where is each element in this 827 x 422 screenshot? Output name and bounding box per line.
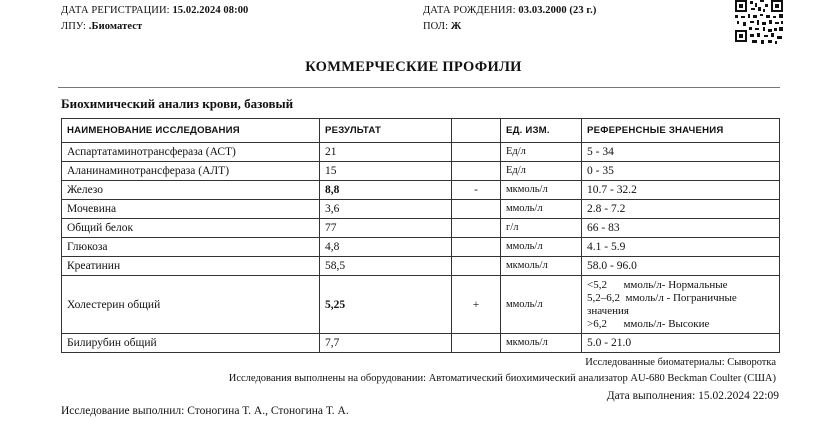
cell-result xyxy=(320,143,452,162)
table-row xyxy=(62,219,780,238)
cell-flag xyxy=(452,162,501,181)
cell-result xyxy=(320,257,452,276)
birth-date-label: ДАТА РОЖДЕНИЯ: xyxy=(423,5,516,16)
cell-unit: мкмоль/л xyxy=(501,181,582,200)
reference-line: 66 - 83 xyxy=(587,222,620,234)
table-row xyxy=(62,162,780,181)
col-header-name: НАИМЕНОВАНИЕ ИССЛЕДОВАНИЯ xyxy=(62,119,320,143)
biomaterials: Исследованные биоматериалы: Сыворотка xyxy=(585,357,776,368)
reference-line: 5,2–6,2 ммоль/л - Пограничные xyxy=(587,291,737,304)
cell-test-name: Мочевина xyxy=(62,200,320,219)
cell-flag xyxy=(452,200,501,219)
performed-by: Исследование выполнил: Стоногина Т. А., Стоногина Т. А. xyxy=(61,405,349,417)
result-value: 4,8 xyxy=(325,241,340,253)
cell-unit: мкмоль/л xyxy=(501,257,582,276)
cell-flag xyxy=(452,238,501,257)
table-header-row xyxy=(62,119,780,143)
result-value: 77 xyxy=(325,222,337,234)
lpu-value: .Биоматест xyxy=(88,21,143,32)
cell-reference xyxy=(582,200,780,219)
birth-date xyxy=(423,5,596,16)
cell-flag xyxy=(452,257,501,276)
cell-unit: Ед/л xyxy=(501,162,582,181)
cell-result xyxy=(320,219,452,238)
cell-test-name: Аланинаминотрансфераза (АЛТ) xyxy=(62,162,320,181)
table-row xyxy=(62,143,780,162)
table-body xyxy=(62,143,780,353)
cell-reference xyxy=(582,257,780,276)
cell-flag: + xyxy=(452,276,501,334)
page-title: КОММЕРЧЕСКИЕ ПРОФИЛИ xyxy=(305,59,522,75)
table-row xyxy=(62,334,780,353)
section-title: Биохимический анализ крови, базовый xyxy=(61,96,294,111)
result-value: 5,25 xyxy=(325,298,346,311)
qr-code xyxy=(733,0,785,44)
cell-unit: ммоль/л xyxy=(501,276,582,334)
registration-date-label: ДАТА РЕГИСТРАЦИИ: xyxy=(61,5,170,16)
cell-unit: мкмоль/л xyxy=(501,334,582,353)
sex-value: Ж xyxy=(450,21,462,32)
reference-line: значения xyxy=(587,304,629,317)
result-value: 7,7 xyxy=(325,337,340,349)
lpu xyxy=(61,21,142,32)
cell-test-name: Общий белок xyxy=(62,219,320,238)
cell-test-name: Креатинин xyxy=(62,257,320,276)
cell-test-name: Аспартатаминотрансфераза (АСТ) xyxy=(62,143,320,162)
reference-line: 5.0 - 21.0 xyxy=(587,337,632,349)
reference-line: 5 - 34 xyxy=(587,146,614,158)
cell-flag: - xyxy=(452,181,501,200)
reference-line: 2.8 - 7.2 xyxy=(587,203,626,215)
cell-result xyxy=(320,276,452,334)
registration-date xyxy=(61,5,248,16)
result-value: 15 xyxy=(325,165,337,177)
cell-reference xyxy=(582,334,780,353)
result-value: 3,6 xyxy=(325,203,340,215)
col-header-ref: РЕФЕРЕНСНЫЕ ЗНАЧЕНИЯ xyxy=(582,119,780,143)
cell-flag xyxy=(452,143,501,162)
cell-reference xyxy=(582,219,780,238)
sex xyxy=(423,21,461,32)
cell-unit: Ед/л xyxy=(501,143,582,162)
cell-unit: ммоль/л xyxy=(501,238,582,257)
equipment: Исследования выполнены на оборудовании: Автоматический биохимический анализатор AU-680 Beckman Coulter (США) xyxy=(228,373,776,384)
reference-line: 4.1 - 5.9 xyxy=(587,241,626,253)
reference-line: >6,2 ммоль/л- Высокие xyxy=(587,317,710,330)
col-header-unit: ЕД. ИЗМ. xyxy=(501,119,582,143)
cell-reference xyxy=(582,143,780,162)
cell-unit: г/л xyxy=(501,219,582,238)
cell-test-name: Железо xyxy=(62,181,320,200)
result-value: 58,5 xyxy=(325,260,346,272)
reference-line: <5,2 ммоль/л- Нормальные xyxy=(587,278,728,291)
result-value: 21 xyxy=(325,146,337,158)
table-row xyxy=(62,238,780,257)
table-row xyxy=(62,276,780,334)
cell-result xyxy=(320,162,452,181)
cell-result xyxy=(320,334,452,353)
table-row xyxy=(62,181,780,200)
col-header-result: РЕЗУЛЬТАТ xyxy=(320,119,452,143)
results-table xyxy=(61,118,780,353)
cell-result xyxy=(320,181,452,200)
cell-test-name: Билирубин общий xyxy=(62,334,320,353)
cell-reference xyxy=(582,162,780,181)
reference-line: 58.0 - 96.0 xyxy=(587,260,637,272)
registration-date-value: 15.02.2024 08:00 xyxy=(172,5,249,16)
col-header-flag xyxy=(452,119,501,143)
sex-label: ПОЛ: xyxy=(423,21,449,32)
cell-test-name: Холестерин общий xyxy=(62,276,320,334)
title-divider xyxy=(58,87,780,88)
cell-flag xyxy=(452,219,501,238)
cell-reference xyxy=(582,276,780,334)
reference-line: 10.7 - 32.2 xyxy=(587,184,637,196)
cell-result xyxy=(320,238,452,257)
cell-test-name: Глюкоза xyxy=(62,238,320,257)
lpu-label: ЛПУ: xyxy=(61,21,87,32)
birth-date-value: 03.03.2000 (23 г.) xyxy=(518,5,597,16)
reference-line: 0 - 35 xyxy=(587,165,614,177)
cell-result xyxy=(320,200,452,219)
result-value: 8,8 xyxy=(325,184,340,196)
table-row xyxy=(62,200,780,219)
cell-unit: ммоль/л xyxy=(501,200,582,219)
cell-flag xyxy=(452,334,501,353)
table-row xyxy=(62,257,780,276)
cell-reference xyxy=(582,238,780,257)
completion-date: Дата выполнения: 15.02.2024 22:09 xyxy=(606,390,779,402)
cell-reference xyxy=(582,181,780,200)
